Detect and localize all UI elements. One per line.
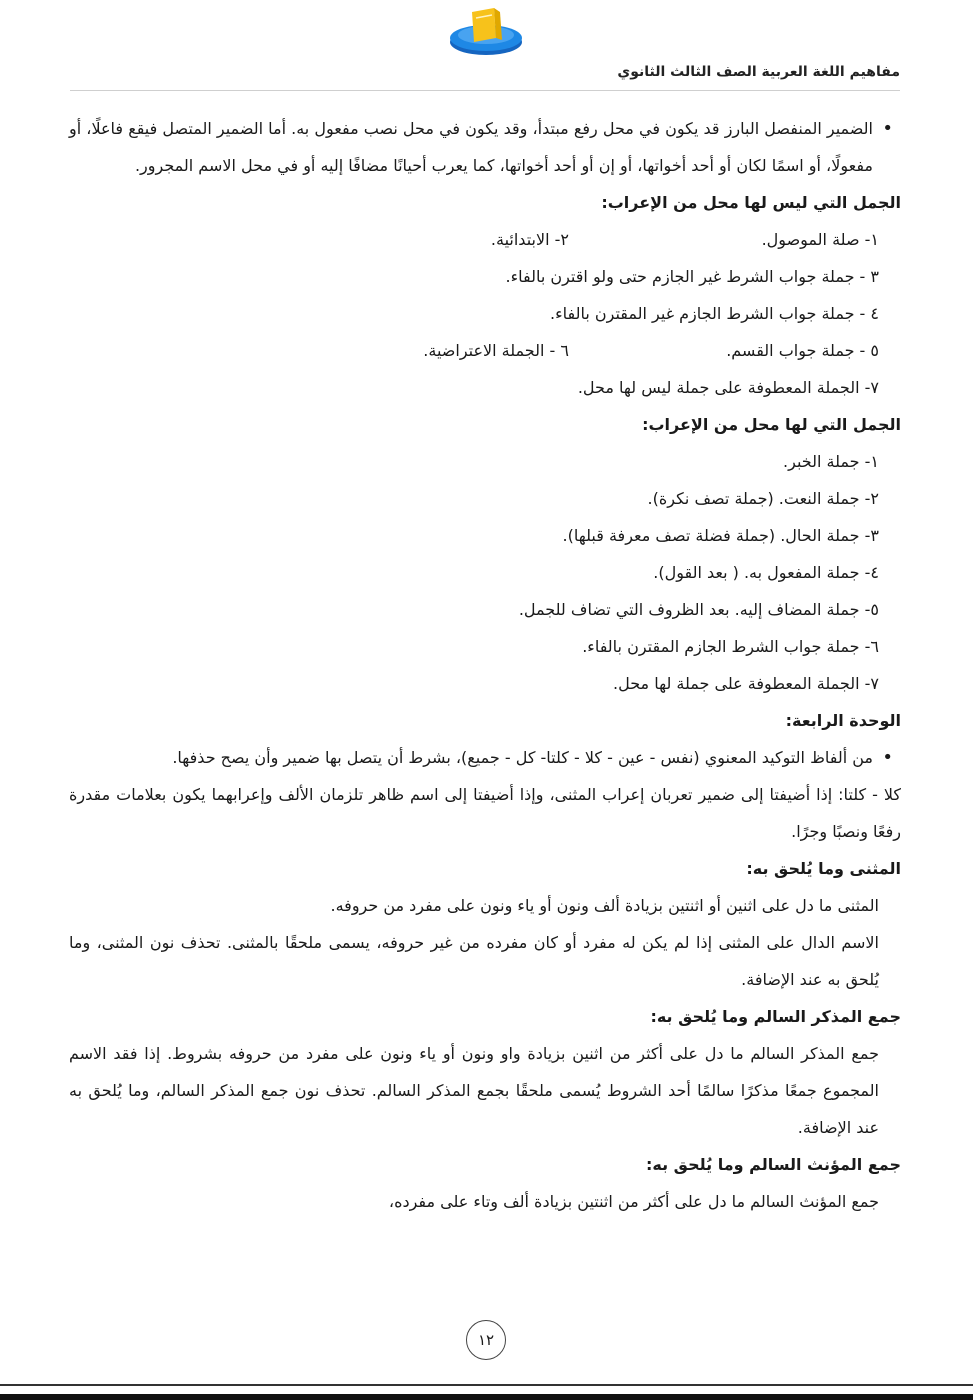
no-place-row5 [69,332,901,369]
list-item: ٧- الجملة المعطوفة على جملة لها محل. [613,674,879,693]
fem-plural-definition: جمع المؤنث السالم ما دل على أكثر من اثنتين بزيادة ألف وتاء على مفرده، [388,1192,879,1211]
book-logo-icon [446,4,526,58]
list-item: ٣ - جملة جواب الشرط غير الجازم حتى ولو اقترن بالفاء. [505,267,879,286]
page-number: ١٢ [466,1320,506,1360]
page-content [69,110,901,1220]
masc-plural-heading: جمع المذكر السالم وما يُلحق به: [650,1007,901,1026]
bottom-divider [0,1384,973,1386]
unit4-heading: الوحدة الرابعة: [785,711,901,730]
list-item: ٥ - جملة جواب القسم. [726,341,879,360]
dual-attached: الاسم الدال على المثنى إذا لم يكن له مفرد أو كان مفرده من غير حروفه، يسمى ملحقًا بالمثنى. تحذف نون المثنى، وما يُلحق به عند الإضافة. [69,933,879,989]
kila-note: كلا - كلتا: إذا أضيفتا إلى ضمير تعربان إعراب المثنى، وإذا أضيفتا إلى اسم ظاهر تلزمان الألف وإعرابهما يكون بعلامات مقدرة رفعًا ونصبًا وجرًا. [69,785,901,841]
fem-plural-heading: جمع المؤنث السالم وما يُلحق به: [645,1155,901,1174]
with-place-heading: الجمل التي لها محل من الإعراب: [642,415,901,434]
page-header [70,64,900,80]
list-item: ٦ - الجملة الاعتراضية. [423,341,569,360]
list-item: ١- صلة الموصول. [761,230,879,249]
dual-heading: المثنى وما يُلحق به: [746,859,901,878]
no-place-heading: الجمل التي ليس لها محل من الإعراب: [601,193,901,212]
list-item: ٤- جملة المفعول به. ( بعد القول). [653,563,879,582]
unit4-bullet: • من ألفاظ التوكيد المعنوي (نفس - عين - كلا - كلتا- كل - جميع)، بشرط أن يتصل بها ضمير وأن يصح حذفها. [69,739,901,776]
bottom-bar [0,1394,973,1400]
list-item: ٤ - جملة جواب الشرط الجازم غير المقترن بالفاء. [550,304,879,323]
list-item: ٢- الابتدائية. [490,230,569,249]
list-item: ٥- جملة المضاف إليه. بعد الظروف التي تضاف للجمل. [518,600,879,619]
list-item: ٧- الجملة المعطوفة على جملة ليس لها محل. [577,378,879,397]
no-place-row1 [69,221,901,258]
dual-definition: المثنى ما دل على اثنين أو اثنتين بزيادة ألف ونون أو ياء ونون على مفرد من حروفه. [330,896,879,915]
list-item: ٦- جملة جواب الشرط الجازم المقترن بالفاء. [582,637,879,656]
list-item: ١- جملة الخبر. [783,452,879,471]
list-item: ٢- جملة النعت. (جملة تصف نكرة). [647,489,879,508]
list-item: ٣- جملة الحال. (جملة فضلة تصف معرفة قبلها). [562,526,879,545]
masc-plural-definition: جمع المذكر السالم ما دل على أكثر من اثنين بزيادة واو ونون أو ياء ونون على مفرد من حروفه بشروط. إذا فقد الاسم المجموع جمعًا مذكرًا سالمًا أحد الشروط يُسمى ملحقًا بجمع المذكر السالم. تحذف نون جمع المذكر السالم، وما يُلحق به عند الإضافة. [69,1044,879,1137]
header-title: مفاهيم اللغة العربية الصف الثالث الثانوي [617,64,900,80]
intro-bullet: • الضمير المنفصل البارز قد يكون في محل رفع مبتدأ، وقد يكون في محل نصب مفعول به. أما الضمير المتصل فيقع فاعلًا، أو مفعولًا، أو اسمًا لكان أو أحد أخواتها، أو إن أو أحد أخواتها، كما يعرب أحيانًا مضافًا إليه أو في محل الاسم المجرور. [69,110,901,184]
header-divider [70,90,900,91]
